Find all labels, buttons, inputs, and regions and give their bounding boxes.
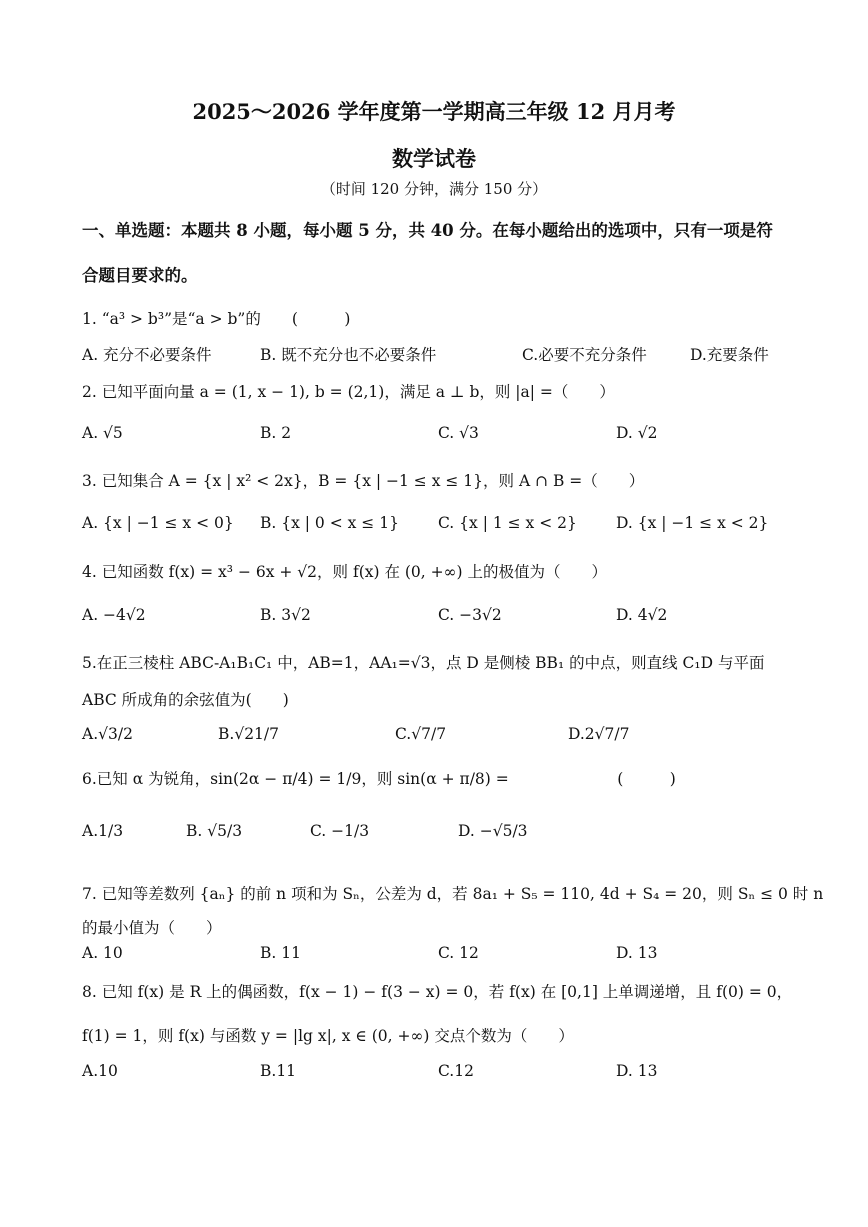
question-8-stem-cont: f(1) = 1，则 f(x) 与函数 y = |lg x|, x ∈ (0, +∞) 交点个数为（ ） [82, 1027, 574, 1045]
time-note: （时间 120 分钟，满分 150 分） [320, 180, 548, 198]
question-1-stem: 1. “a³ > b³”是“a > b”的 ( ) [82, 310, 351, 328]
question-2-option-b: B. 2 [260, 424, 292, 442]
question-3-stem: 3. 已知集合 A = {x | x² < 2x}，B = {x | −1 ≤ x ≤ 1}，则 A ∩ B =（ ） [82, 472, 645, 490]
question-1-option-b: B. 既不充分也不必要条件 [260, 346, 437, 364]
question-2-option-c: C. √3 [438, 424, 479, 442]
question-8-option-c: C.12 [438, 1062, 474, 1080]
question-6-option-c: C. −1/3 [310, 822, 370, 840]
question-4-option-c: C. −3√2 [438, 606, 502, 624]
question-5-option-d: D.2√7/7 [568, 725, 630, 743]
question-8-option-a: A.10 [82, 1062, 118, 1080]
question-5-option-a: A.√3/2 [82, 725, 133, 743]
question-7-option-c: C. 12 [438, 944, 479, 962]
question-5-stem: 5.在正三棱柱 ABC-A₁B₁C₁ 中，AB=1，AA₁=√3，点 D 是侧棱 BB₁ 的中点，则直线 C₁D 与平面 [82, 654, 765, 672]
question-4-option-a: A. −4√2 [82, 606, 146, 624]
question-1-option-a: A. 充分不必要条件 [82, 346, 212, 364]
question-7-stem-cont: 的最小值为（ ） [82, 919, 222, 937]
section-heading-line2: 合题目要求的。 [82, 266, 198, 285]
question-3-option-a: A. {x | −1 ≤ x < 0} [82, 514, 234, 532]
exam-subtitle: 数学试卷 [392, 146, 476, 171]
question-3-option-c: C. {x | 1 ≤ x < 2} [438, 514, 577, 532]
question-7-stem: 7. 已知等差数列 {aₙ} 的前 n 项和为 Sₙ，公差为 d，若 8a₁ + S₅ = 110, 4d + S₄ = 20，则 Sₙ ≤ 0 时 n [82, 885, 824, 903]
question-5-option-b: B.√21/7 [218, 725, 280, 743]
question-8-option-d: D. 13 [616, 1062, 658, 1080]
exam-title: 2025～2026 学年度第一学期高三年级 12 月月考 [192, 99, 676, 124]
question-5-stem-cont: ABC 所成角的余弦值为( ) [82, 691, 289, 709]
section-heading-line1: 一、单选题：本题共 8 小题，每小题 5 分，共 40 分。在每小题给出的选项中，只有一项是符 [82, 221, 773, 240]
question-4-stem: 4. 已知函数 f(x) = x³ − 6x + √2，则 f(x) 在 (0, +∞) 上的极值为（ ） [82, 563, 608, 581]
question-4-option-b: B. 3√2 [260, 606, 311, 624]
question-6-option-b: B. √5/3 [186, 822, 243, 840]
question-7-option-b: B. 11 [260, 944, 301, 962]
question-7-option-a: A. 10 [82, 944, 123, 962]
question-8-option-b: B.11 [260, 1062, 297, 1080]
question-6-option-d: D. −√5/3 [458, 822, 528, 840]
question-1-option-c: C.必要不充分条件 [522, 346, 647, 364]
question-2-stem: 2. 已知平面向量 a = (1, x − 1), b = (2,1)，满足 a ⊥ b，则 |a| =（ ） [82, 383, 615, 401]
question-3-option-d: D. {x | −1 ≤ x < 2} [616, 514, 769, 532]
question-6-option-a: A.1/3 [82, 822, 124, 840]
question-7-option-d: D. 13 [616, 944, 658, 962]
question-6-stem: 6.已知 α 为锐角，sin(2α − π/4) = 1/9，则 sin(α + π/8) = ( ) [82, 770, 676, 788]
question-8-stem: 8. 已知 f(x) 是 R 上的偶函数，f(x − 1) − f(3 − x) = 0，若 f(x) 在 [0,1] 上单调递增，且 f(0) = 0， [82, 983, 793, 1001]
question-1-option-d: D.充要条件 [690, 346, 769, 364]
question-4-option-d: D. 4√2 [616, 606, 668, 624]
question-2-option-a: A. √5 [82, 424, 123, 442]
question-3-option-b: B. {x | 0 < x ≤ 1} [260, 514, 399, 532]
question-2-option-d: D. √2 [616, 424, 658, 442]
question-5-option-c: C.√7/7 [395, 725, 447, 743]
